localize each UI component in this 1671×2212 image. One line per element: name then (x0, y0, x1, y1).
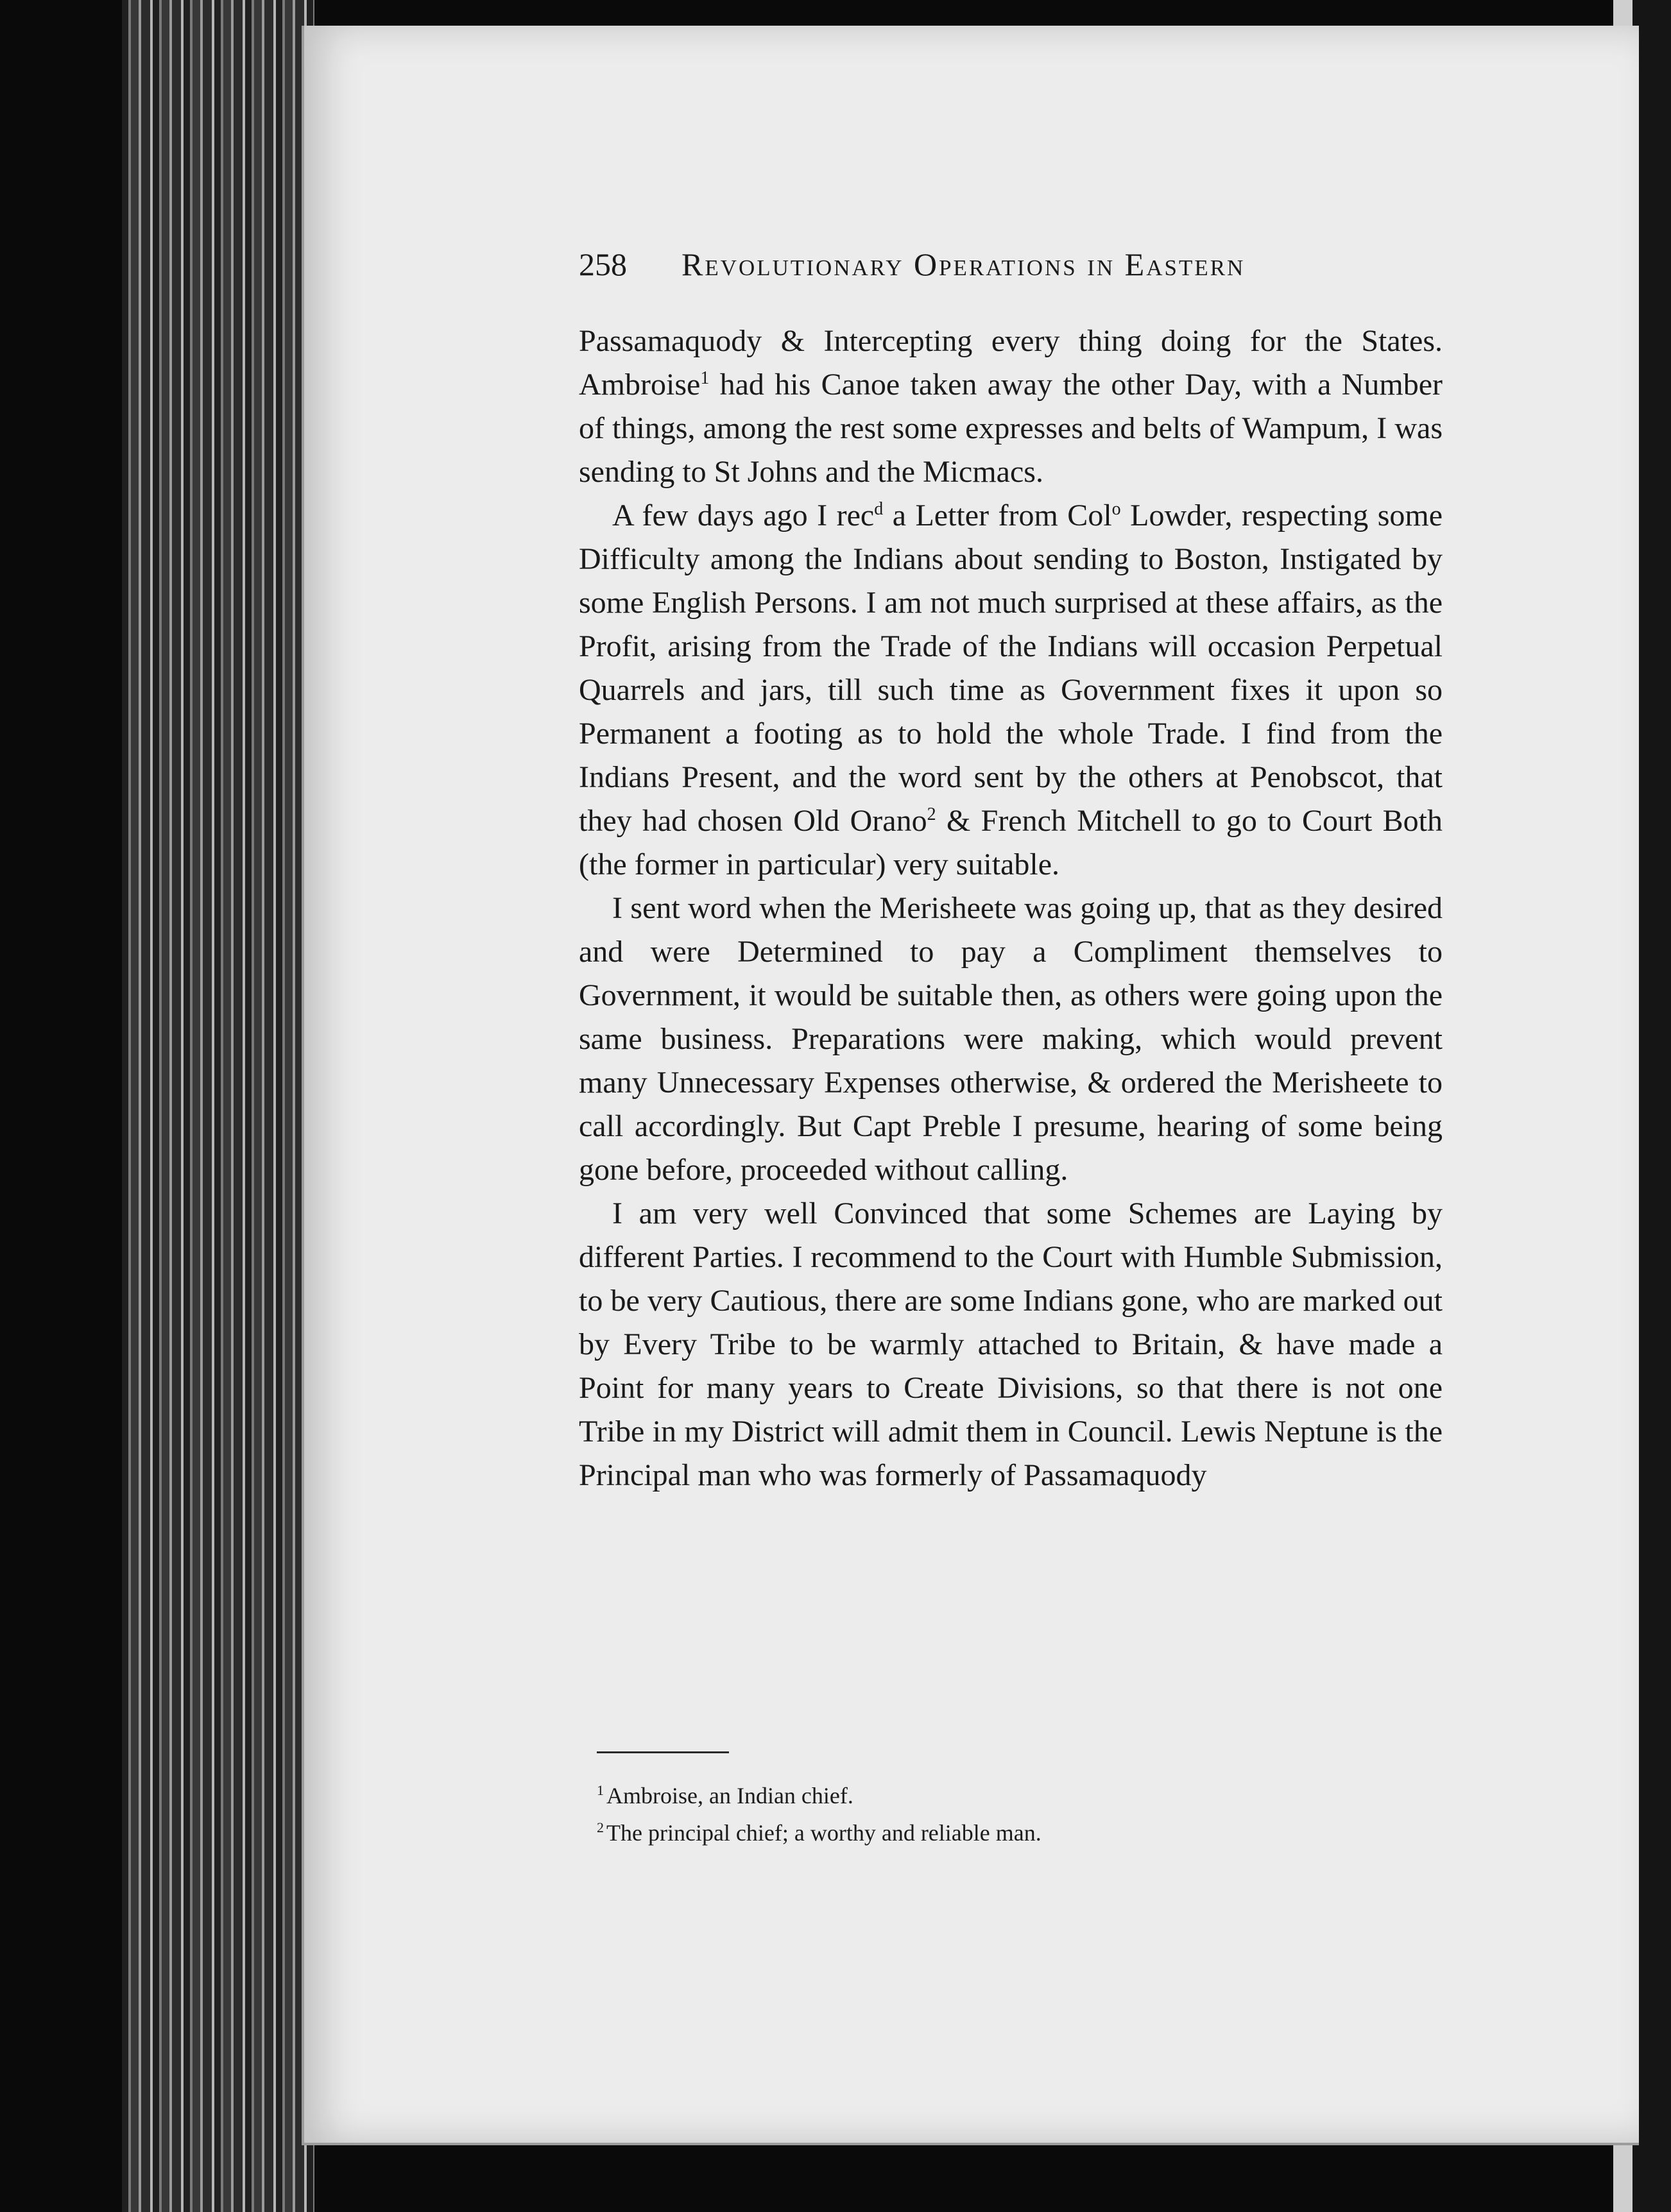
text-run: Passamaquody & Intercepting every thing doing for the States. Ambroise (579, 324, 1443, 402)
paragraph (579, 887, 1443, 1192)
footnote-text: The principal chief; a worthy and reliable man. (606, 1820, 1041, 1846)
text-run: I sent word when the Merisheete was going up, that as they desired and were Determined to pay a Compliment themselves to Government, it would be suitable then, as others were going upon the same business. Preparations were making, which would prevent many Unnecessary Expenses otherwise, & ordered the Merisheete to call accordingly. But Capt Preble I presume, hearing of some being gone before, proceeded without calling. (579, 891, 1443, 1187)
paragraph (579, 1192, 1443, 1497)
footnote-text: Ambroise, an Indian chief. (606, 1783, 853, 1808)
text-run: Lowder, respecting some Difficulty among the Indians about sending to Boston, Instigated by some English Persons. I am not much surprised at these affairs, as the Profit, arising from the Trade of the Indians will occasion Perpetual Quarrels and jars, till such time as Government fixes it upon so Permanent a footing as to hold the whole Trade. I find from the Indians Present, and the word sent by the others at Penobscot, that they had chosen Old Orano (579, 498, 1443, 838)
page-header (579, 242, 1324, 287)
running-head: Revolutionary Operations in Eastern (681, 246, 1246, 282)
text-run: I am very well Convinced that some Schemes are Laying by different Parties. I recommend to the Court with Humble Submission, to be very Cautious, there are some Indians gone, who are marked out by Every Tribe to be warmly attached to Britain, & have made a Point for many years to Create Divisions, so that there is not one Tribe in my District will admit them in Council. Lewis Neptune is the Principal man who was formerly of Passamaquody (579, 1196, 1443, 1492)
text-run: A few days ago I rec (612, 498, 875, 532)
footnote (597, 1814, 1431, 1851)
page-number: 258 (579, 246, 627, 282)
footnote-divider (597, 1751, 729, 1753)
footnote-mark: 2 (597, 1819, 604, 1835)
superscript: o (1111, 499, 1121, 519)
text-run: a Letter from Col (883, 498, 1112, 532)
superscript: d (874, 499, 884, 519)
superscript: 2 (927, 804, 936, 824)
footnotes (597, 1777, 1431, 1851)
text-run: & French Mitchell to go to Court Both (the former in particular) very suitable. (579, 804, 1443, 881)
superscript: 1 (700, 368, 710, 388)
footnote-mark: 1 (597, 1782, 604, 1798)
paragraph (579, 494, 1443, 887)
footnote (597, 1777, 1431, 1814)
paragraph (579, 319, 1443, 494)
text-run: had his Canoe taken away the other Day, with a Number of things, among the rest some expresses and belts of Wampum, I was sending to St Johns and the Micmacs. (579, 368, 1443, 489)
page-edge-stack (122, 0, 314, 2212)
body-text (579, 319, 1443, 1497)
